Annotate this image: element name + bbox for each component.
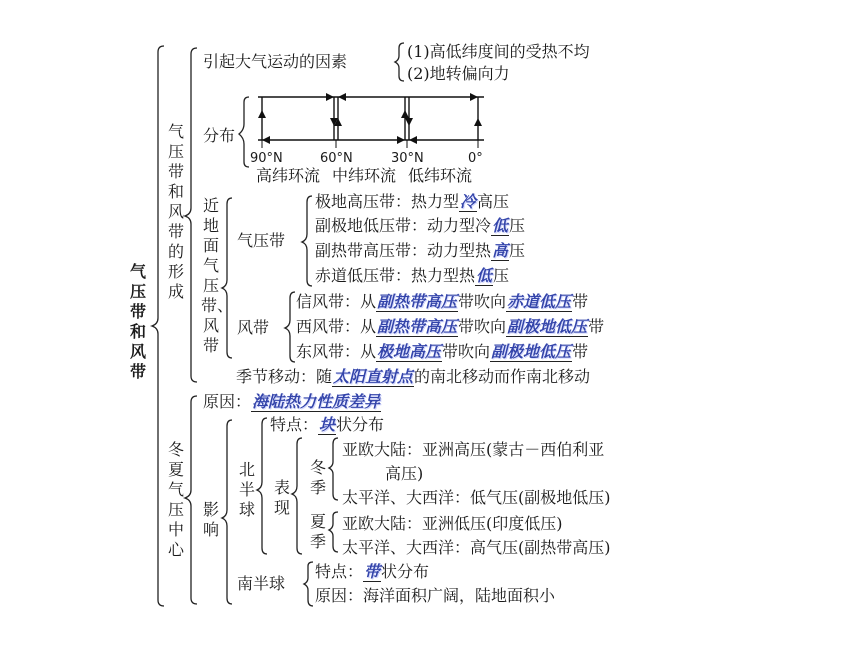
distribution-label: 分布 — [203, 126, 236, 145]
winter-row: 高压) — [385, 464, 424, 483]
lat-30: 30°N — [391, 151, 424, 166]
factor-item-2: (2)地转偏向力 — [407, 64, 510, 83]
lat-90: 90°N — [250, 151, 283, 166]
formation-label: 气压带和风带的形成 — [167, 122, 184, 301]
south-cause: 原因：海洋面积广阔，陆地面积小 — [315, 586, 556, 605]
summer-row: 亚欧大陆：亚洲低压(印度低压) — [342, 514, 563, 533]
pressure-row: 极地高压带：热力型冷高压 — [315, 192, 510, 211]
wind-row: 东风带：从极地高压带吹向副极地低压带 — [296, 342, 589, 361]
surface-label: 近地面气压带、风带 — [201, 196, 234, 355]
cell-high-lat: 高纬环流 — [256, 166, 321, 185]
south-feature: 特点：带状分布 — [315, 562, 430, 581]
cell-mid-lat: 中纬环流 — [332, 166, 397, 185]
root-label: 气压带和风带 — [129, 262, 146, 381]
pressure-row: 赤道低压带：热力型热低压 — [315, 266, 510, 285]
biaoxian-label: 表现 — [273, 478, 290, 517]
seasonal-shift: 季节移动：随太阳直射点的南北移动而作南北移动 — [236, 367, 591, 386]
pressure-row: 副极地低压带：动力型冷低压 — [315, 216, 526, 235]
influence-label: 影响 — [202, 500, 219, 539]
lat-60: 60°N — [320, 151, 353, 166]
cell-low-lat: 低纬环流 — [408, 166, 473, 185]
circulation-diagram — [258, 97, 484, 140]
factors-title: 引起大气运动的因素 — [203, 52, 348, 71]
centers-cause: 原因：海陆热力性质差异 — [203, 392, 381, 411]
summer-row: 太平洋、大西洋：高气压(副热带高压) — [342, 538, 611, 557]
north-feature: 特点：块状分布 — [270, 415, 385, 434]
winter-label: 冬季 — [309, 458, 326, 497]
summer-label: 夏季 — [309, 512, 326, 551]
south-hemisphere-label: 南半球 — [237, 574, 286, 593]
north-hemisphere-label: 北半球 — [238, 460, 255, 519]
wind-belts-label: 风带 — [237, 318, 270, 337]
centers-label: 冬夏气压中心 — [167, 440, 184, 559]
wind-row: 西风带：从副热带高压带吹向副极地低压带 — [296, 317, 605, 336]
winter-row: 亚欧大陆：亚洲高压(蒙古－西伯利亚 — [342, 440, 605, 459]
lat-0: 0° — [468, 151, 483, 166]
pressure-belts-label: 气压带 — [237, 231, 286, 250]
wind-row: 信风带：从副热带高压带吹向赤道低压带 — [296, 292, 589, 311]
winter-row: 太平洋、大西洋：低气压(副极地低压) — [342, 488, 611, 507]
pressure-row: 副热带高压带：动力型热高压 — [315, 241, 526, 260]
factor-item-1: (1)高低纬度间的受热不均 — [407, 42, 590, 61]
